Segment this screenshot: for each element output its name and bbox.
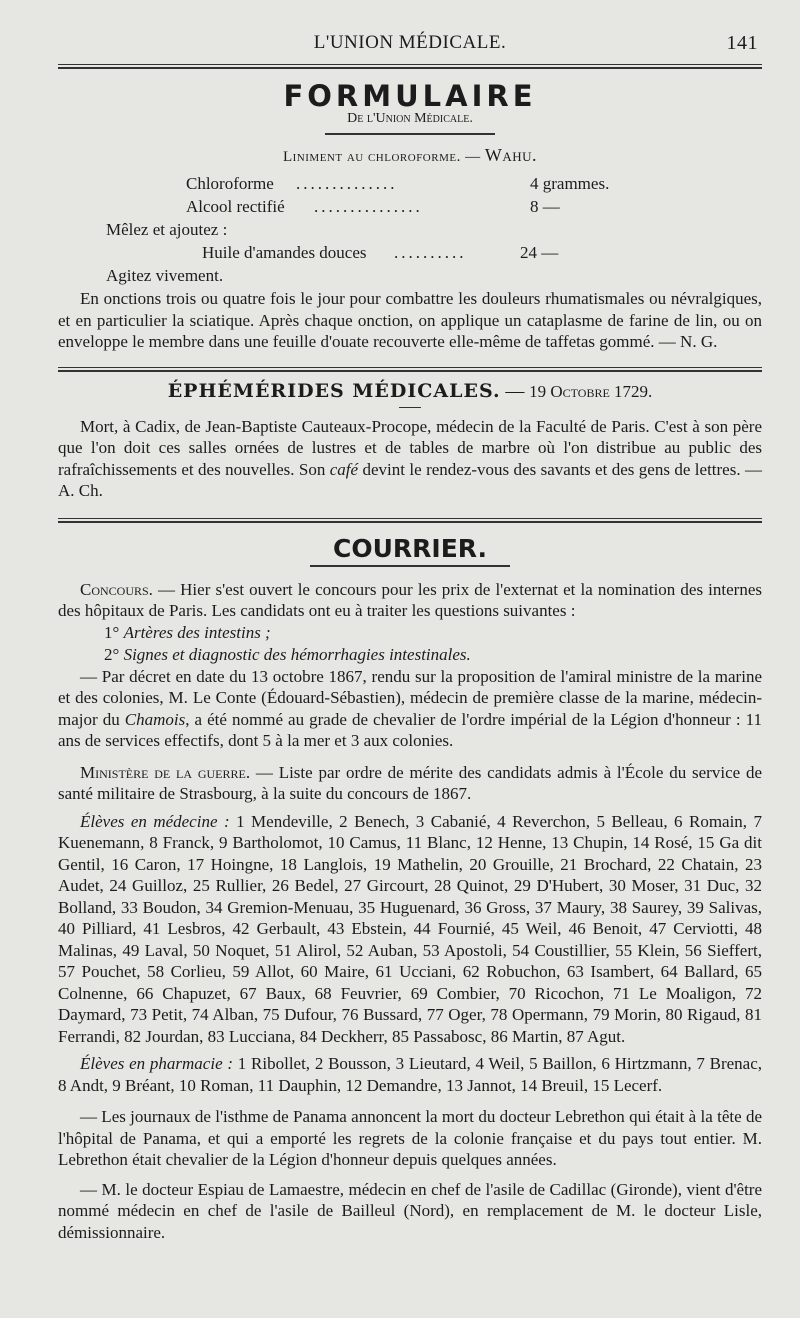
question-number: 1° bbox=[104, 622, 124, 642]
ingredient-row bbox=[58, 195, 762, 218]
panama-paragraph: — Les journaux de l'isthme de Panama annoncent la mort du docteur Lebrethon qui était à la tête de l'hôpital de Panama, et qui a emporté les regrets de la colonie française et du pays tout entier. M. Lebrethon était chevalier de la Légion d'honneur depuis quelques années. bbox=[58, 1107, 762, 1169]
question-text: Artères des intestins ; bbox=[123, 622, 271, 642]
ingredient-dots: .............. bbox=[296, 174, 398, 193]
ingredient-qty: 8 — bbox=[530, 197, 560, 216]
concours-label: Concours. bbox=[80, 579, 153, 599]
ingredient-row bbox=[58, 241, 762, 264]
ephemerides-text-before: Mort, à Cadix, de Jean-Baptiste Cauteaux-Procope, médecin de la Faculté de Paris. C'est à son père que l'on doit ces salles ornées de lustres et de tables de marbre où l'on distribue au public des rafraîchissements et des nouvelles. Son bbox=[58, 416, 762, 479]
usage-paragraph: En onctions trois ou quatre fois le jour pour combattre les douleurs rhumatismales ou névralgiques, et en particulier la sciatique. Après chaque onction, on applique un cataplasme de farine de lin, ou on enveloppe le membre dans une feuille d'ouate recouverte elle-même de taffetas gommé. — N. G. bbox=[58, 289, 762, 351]
question-item bbox=[58, 622, 762, 644]
ephemerides-heading bbox=[58, 380, 762, 403]
ephemerides-paragraph bbox=[58, 416, 762, 502]
recipe-name: Liniment au chloroforme. bbox=[282, 149, 461, 165]
decret-ship-name: Chamois bbox=[124, 709, 186, 729]
section-rule bbox=[58, 518, 762, 523]
ministere-paragraph bbox=[58, 762, 762, 805]
question-number: 2° bbox=[104, 644, 124, 664]
question-text: Signes et diagnostic des hémorrhagies intestinales. bbox=[123, 644, 471, 664]
agitate-row bbox=[58, 264, 762, 287]
journal-title: L'UNION MÉDICALE. bbox=[313, 32, 507, 53]
eleves-pharmacie-paragraph bbox=[58, 1053, 762, 1096]
espiau-paragraph: — M. le docteur Espiau de Lamaestre, médecin en chef de l'asile de Cadillac (Gironde), vient d'être nommé médecin en chef de l'asile de Bailleul (Nord), en remplacement de M. le docteur Lisle, démissionnaire. bbox=[58, 1179, 762, 1242]
ingredient-row bbox=[58, 172, 762, 195]
agitate-instruction: Agitez vivement. bbox=[106, 266, 224, 285]
ingredient-qty: 4 grammes. bbox=[530, 174, 610, 193]
spacer bbox=[58, 752, 762, 762]
ephemerides-date: 19 Octobre 1729. bbox=[529, 381, 653, 401]
recipe-dash: — bbox=[460, 149, 485, 165]
ingredient-qty: 24 — bbox=[520, 243, 559, 262]
ministere-label: Ministère de la guerre. bbox=[80, 762, 251, 782]
decret-text-before: — Par décret en date du 13 octobre 1867, rendu sur la proposition de l'amiral ministre de la marine et des colonies, M. Le Conte (Édouard-Sébastien), médecin de première classe de la marine, médecin-major du bbox=[58, 666, 762, 729]
concours-paragraph bbox=[58, 579, 762, 622]
decret-paragraph bbox=[58, 666, 762, 752]
recipe-title bbox=[58, 145, 762, 166]
eleves-medecine-paragraph bbox=[58, 811, 762, 1048]
ephemerides-section bbox=[58, 380, 762, 502]
ephemerides-title: ÉPHÉMÉRIDES MÉDICALES. bbox=[167, 379, 501, 402]
section-rule bbox=[58, 367, 762, 372]
spacer bbox=[58, 1096, 762, 1106]
recipe-author: Wahu. bbox=[484, 145, 537, 165]
page-header bbox=[58, 28, 762, 54]
formulaire-title: FORMULAIRE bbox=[283, 79, 537, 113]
mix-instruction-row bbox=[58, 218, 762, 241]
eleves-pharmacie-label: Élèves en pharmacie : bbox=[80, 1054, 234, 1073]
courrier-title: COURRIER. bbox=[333, 533, 487, 563]
ingredient-dots: .......... bbox=[394, 243, 467, 262]
concours-text: — Hier s'est ouvert le concours pour les prix de l'externat et la nomination des internes des hôpitaux de Paris. Les candidats ont eu à traiter les questions suivantes : bbox=[58, 579, 762, 620]
ingredient-dots: ............... bbox=[314, 197, 423, 216]
eleves-medecine-label: Élèves en médecine : bbox=[80, 811, 230, 831]
ephemerides-text-after: devint le rendez-vous des savants et des gens de lettres. — A. Ch. bbox=[58, 459, 762, 500]
courrier-section bbox=[58, 535, 762, 1244]
spacer bbox=[58, 1171, 762, 1179]
ephemerides-text-italic: café bbox=[329, 459, 359, 479]
ingredient-name: Alcool rectifié bbox=[186, 197, 285, 216]
question-item bbox=[58, 644, 762, 666]
page-number: 141 bbox=[726, 32, 758, 54]
ephemerides-dash: — bbox=[500, 380, 530, 402]
formulaire-section bbox=[58, 81, 762, 353]
formulaire-rule bbox=[325, 133, 495, 135]
ephemerides-rule bbox=[399, 407, 421, 408]
eleves-medecine-list: 1 Mendeville, 2 Benech, 3 Cabanié, 4 Reverchon, 5 Belleau, 6 Romain, 7 Kuenemann, 8 Franck, 9 Bartholomot, 10 Camus, 11 Blanc, 12 Henne, 13 Chupin, 14 Rosé, 15 Ga dit Gentil, 16 Caron, 17 Hoingne, 18 Langlois, 19 Mathelin, 20 Grouille, 21 Brochard, 22 Chatain, 23 Audet, 24 Guilloz, 25 Rullier, 26 Bedel, 27 Gircourt, 28 Quinot, 29 D'Hubert, 30 Moser, 31 Duc, 32 Bolland, 33 Boudon, 34 Gremion-Menuau, 35 Huguenard, 36 Gross, 37 Maury, 38 Saurey, 39 Salivas, 40 Pilliard, 41 Lesbros, 42 Gerbault, 43 Ebstein, 44 Fournié, 45 Weil, 46 Benoit, 47 Cerviotti, 48 Malinas, 49 Laval, 50 Noquet, 51 Alirol, 52 Auban, 53 Apostoli, 54 Coustillier, 55 Klein, 56 Sieffert, 57 Pouchet, 58 Corlieu, 59 Allot, 60 Maire, 61 Ucciani, 62 Robuchon, 63 Isambert, 64 Ballard, 65 Colnenne, 66 Chapuzet, 67 Baux, 68 Feuvrier, 69 Combier, 70 Ricochon, 71 Le Moaligon, 72 Daymard, 73 Petit, 74 Alban, 75 Dufour, 76 Bussard, 77 Oger, 78 Opermann, 79 Morin, 80 Rigaud, 81 Ferrandi, 82 Jourdan, 83 Lucciana, 84 Deckherr, 85 Passabosc, 86 Martin, 87 Agut. bbox=[58, 811, 763, 1046]
formulaire-subtitle: De l'Union Médicale. bbox=[347, 111, 473, 126]
mix-instruction: Mêlez et ajoutez : bbox=[106, 220, 228, 239]
eleves-pharmacie-list: 1 Ribollet, 2 Bousson, 3 Lieutard, 4 Weil, 5 Baillon, 6 Hirtzmann, 7 Brenac, 8 Andt, 9 Bréant, 10 Roman, 11 Dauphin, 12 Demandre, 13 Jannot, 14 Breuil, 15 Lecerf. bbox=[58, 1054, 762, 1095]
ministere-text: — Liste par ordre de mérite des candidats admis à l'École du service de santé militaire de Strasbourg, à la suite du concours de 1867. bbox=[58, 762, 762, 803]
decret-text-after: , a été nommé au grade de chevalier de l'ordre impérial de la Légion d'honneur : 11 ans de services effectifs, dont 5 à la mer et 3 aux colonies. bbox=[58, 709, 763, 750]
header-rule bbox=[58, 64, 762, 69]
ingredient-name: Huile d'amandes douces bbox=[202, 243, 367, 262]
ingredient-name: Chloroforme bbox=[186, 174, 274, 193]
